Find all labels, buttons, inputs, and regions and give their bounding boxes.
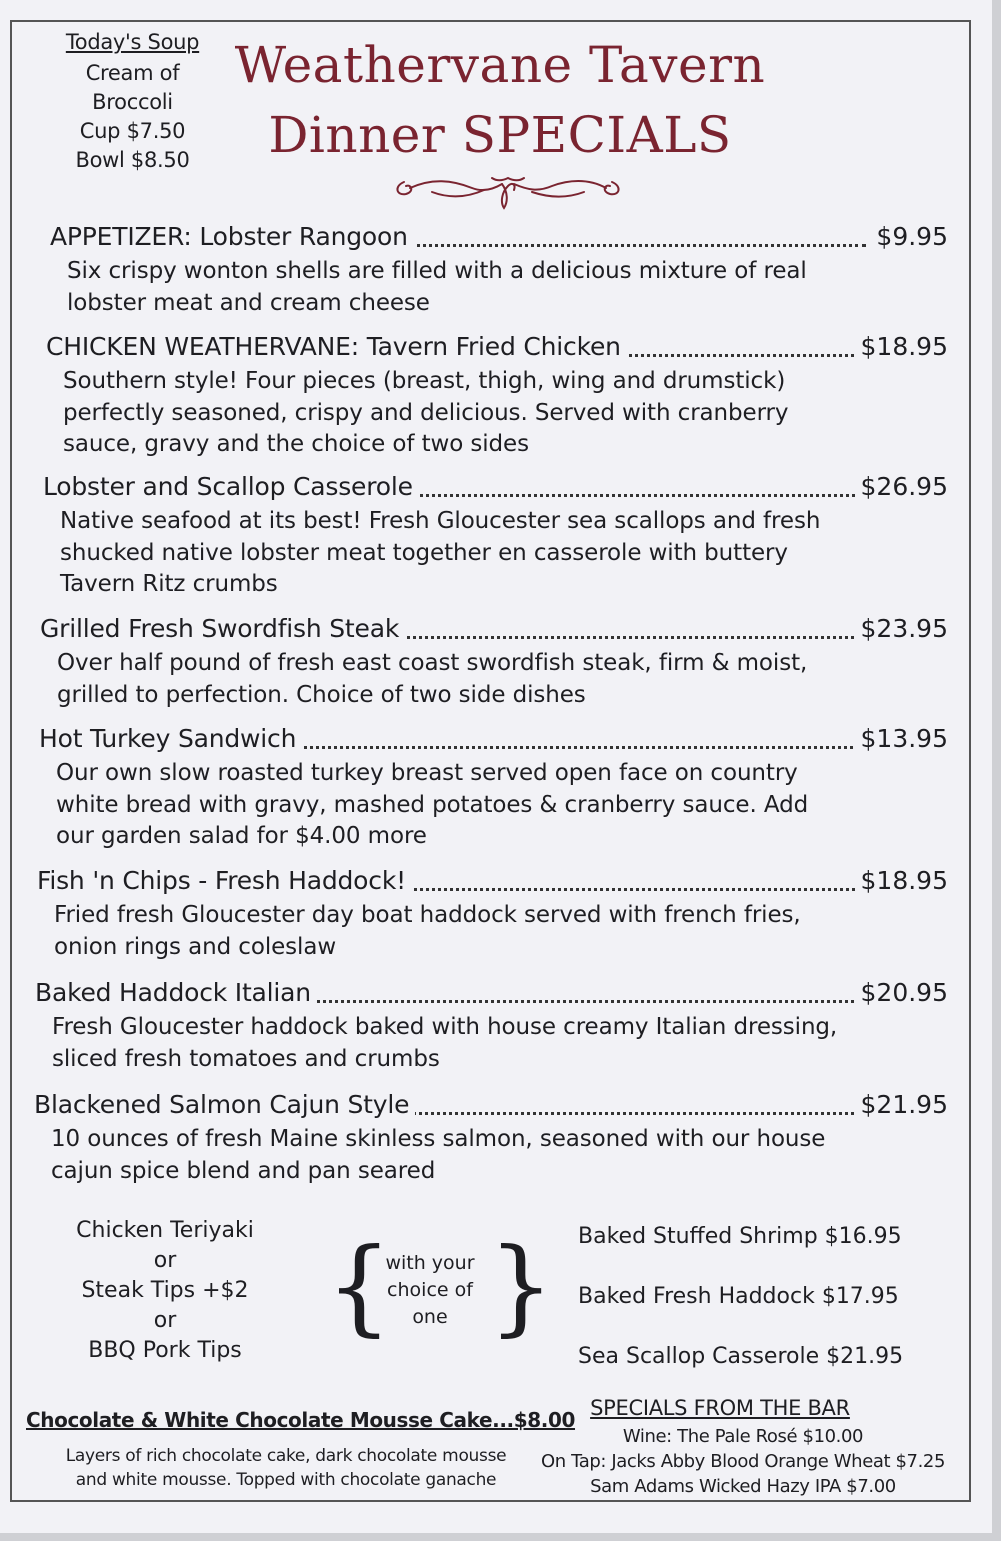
- menu-item-description: [35, 1012, 842, 1075]
- combo-choice-note: [368, 1250, 492, 1331]
- description-line: grilled to perfection. Choice of two side dishes: [57, 681, 586, 708]
- menu-item-price: $18.95: [855, 332, 948, 361]
- combo-entree: Sea Scallop Casserole $21.95: [578, 1344, 904, 1369]
- menu-item: [39, 724, 948, 853]
- menu-item-name: Grilled Fresh Swordfish Steak: [40, 614, 405, 643]
- description-line: Native seafood at its best! Fresh Gloucester sea scallops and fresh: [60, 508, 821, 534]
- combo-or: or: [153, 1308, 177, 1333]
- combo-or: or: [153, 1248, 177, 1273]
- menu-item-name: Lobster and Scallop Casserole: [43, 472, 419, 501]
- ornament-flourish-icon: [392, 172, 624, 212]
- dessert-title: Chocolate & White Chocolate Mousse Cake...$8.00: [26, 1408, 576, 1432]
- description-line: 10 ounces of fresh Maine skinless salmon, seasoned with our house: [51, 1126, 826, 1152]
- dessert-desc-line: Layers of rich chocolate cake, dark chocolate mousse: [65, 1446, 507, 1466]
- menu-item-row: [35, 978, 948, 1012]
- soup-heading: Today's Soup: [65, 30, 200, 54]
- menu-item-row: [34, 1090, 948, 1124]
- combo-entree: Baked Stuffed Shrimp $16.95: [578, 1224, 902, 1249]
- menu-item: [40, 614, 948, 711]
- description-line: Our own slow roasted turkey breast served open face on country: [56, 760, 798, 786]
- right-brace-icon: }: [488, 1225, 555, 1347]
- description-line: Fried fresh Gloucester day boat haddock served with french fries,: [54, 902, 801, 928]
- menu-item-name: Fish 'n Chips - Fresh Haddock!: [37, 866, 412, 895]
- menu-item: [37, 866, 948, 963]
- menu-item-description: [39, 758, 846, 853]
- specials-title: Dinner SPECIALS: [268, 106, 732, 164]
- menu-item-row: [40, 614, 948, 648]
- description-line: lobster meat and cream cheese: [67, 289, 430, 316]
- menu-item-price: $13.95: [855, 724, 948, 753]
- description-line: our garden salad for $4.00 more: [56, 823, 427, 849]
- menu-item-description: [34, 1124, 841, 1187]
- menu-item-row: [50, 222, 948, 256]
- menu-item-name: Baked Haddock Italian: [35, 978, 317, 1007]
- combo-option: Chicken Teriyaki: [76, 1218, 254, 1243]
- description-line: sliced fresh tomatoes and crumbs: [52, 1045, 440, 1072]
- menu-item-price: $20.95: [855, 978, 948, 1007]
- menu-item-price: $21.95: [855, 1090, 948, 1119]
- soup-line: Cream of: [85, 61, 180, 85]
- combo-option: Steak Tips +$2: [81, 1278, 249, 1303]
- menu-item-price: $26.95: [855, 472, 948, 501]
- menu-item-price: $18.95: [855, 866, 948, 895]
- combo-option: BBQ Pork Tips: [88, 1338, 242, 1363]
- menu-item-row: [43, 472, 948, 506]
- menu-item-name: Blackened Salmon Cajun Style: [34, 1090, 415, 1119]
- combo-note-line: choice of: [387, 1279, 473, 1301]
- menu-item-price: $9.95: [870, 222, 948, 251]
- description-line: onion rings and coleslaw: [54, 933, 337, 960]
- menu-item: [50, 222, 948, 319]
- soup-line: Cup $7.50: [79, 119, 186, 143]
- menu-item-name: APPETIZER: Lobster Rangoon: [50, 222, 414, 251]
- menu-item-price: $23.95: [855, 614, 948, 643]
- description-line: cajun spice blend and pan seared: [51, 1157, 436, 1184]
- menu-item-name: Hot Turkey Sandwich: [39, 724, 302, 753]
- description-line: Six crispy wonton shells are filled with a delicious mixture of real: [67, 258, 807, 284]
- menu-item-description: [46, 366, 853, 461]
- description-line: Fresh Gloucester haddock baked with house creamy Italian dressing,: [52, 1014, 838, 1040]
- dessert-desc-line: and white mousse. Topped with chocolate ganache: [75, 1470, 497, 1490]
- restaurant-title: Weathervane Tavern: [234, 36, 766, 94]
- bar-special: Sam Adams Wicked Hazy IPA $7.00: [590, 1476, 896, 1497]
- combo-options-left: [60, 1216, 270, 1366]
- soup-line: Bowl $8.50: [75, 148, 190, 172]
- combo-note-line: with your: [385, 1252, 475, 1274]
- description-line: perfectly seasoned, crispy and delicious. Served with cranberry: [63, 399, 789, 426]
- menu-item: [46, 332, 948, 461]
- menu-item-row: [37, 866, 948, 900]
- left-brace-icon: {: [326, 1225, 393, 1347]
- menu-item: [43, 472, 948, 601]
- menu-item: [34, 1090, 948, 1187]
- bar-specials-title: SPECIALS FROM THE BAR: [590, 1396, 850, 1420]
- soup-line: Broccoli: [92, 90, 173, 114]
- dessert-description: [26, 1444, 546, 1492]
- description-line: white bread with gravy, mashed potatoes & cranberry sauce. Add: [56, 791, 809, 818]
- bar-special: On Tap: Jacks Abby Blood Orange Wheat $7.25: [540, 1451, 946, 1472]
- description-line: Over half pound of fresh east coast swordfish steak, firm & moist,: [57, 650, 808, 676]
- description-line: shucked native lobster meat together en casserole with buttery: [60, 539, 788, 566]
- description-line: Tavern Ritz crumbs: [60, 571, 278, 597]
- menu-item-description: [37, 900, 844, 963]
- menu-item-description: [40, 648, 847, 711]
- combo-note-line: one: [412, 1306, 448, 1328]
- bar-special: Wine: The Pale Rosé $10.00: [622, 1426, 864, 1447]
- todays-soup: [50, 28, 215, 175]
- menu-item-description: [50, 256, 857, 319]
- menu-item: [35, 978, 948, 1075]
- description-line: sauce, gravy and the choice of two sides: [63, 431, 529, 457]
- menu-item-row: [39, 724, 948, 758]
- menu-item-name: CHICKEN WEATHERVANE: Tavern Fried Chicken: [46, 332, 627, 361]
- description-line: Southern style! Four pieces (breast, thigh, wing and drumstick): [63, 368, 786, 394]
- menu-item-description: [43, 506, 850, 601]
- combo-entree: Baked Fresh Haddock $17.95: [578, 1284, 899, 1309]
- menu-item-row: [46, 332, 948, 366]
